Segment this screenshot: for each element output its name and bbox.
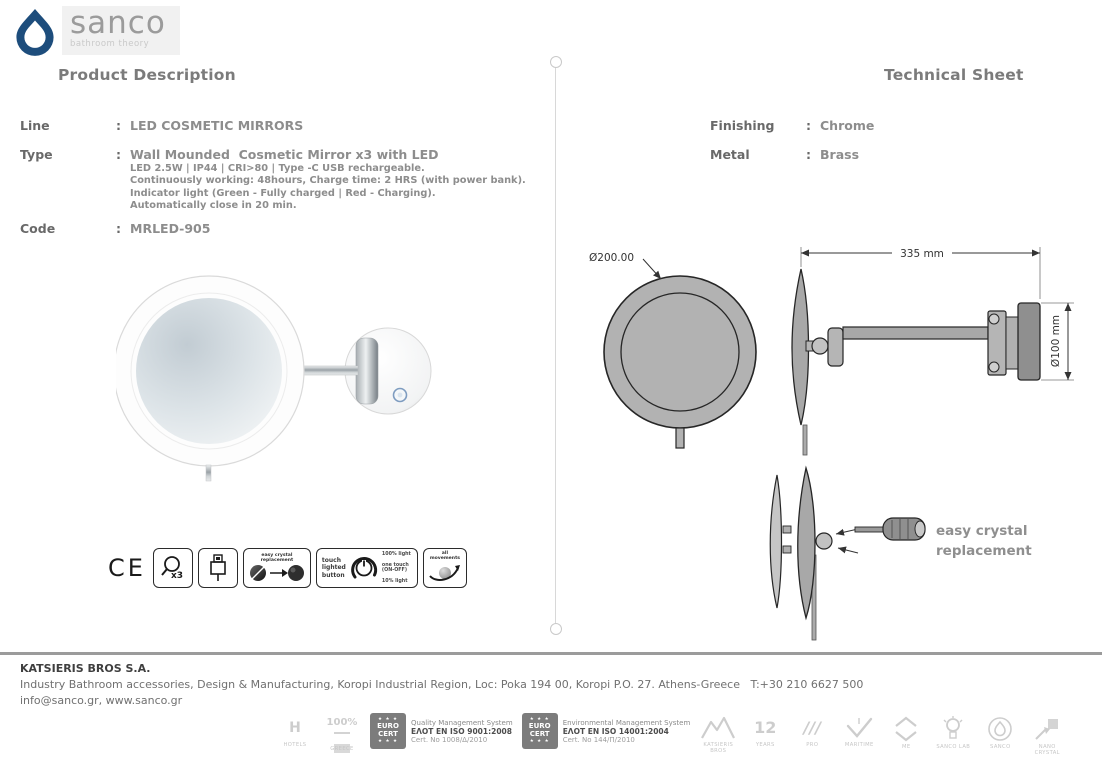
replacement-ball-joint: [816, 533, 832, 549]
greece-100-icon: 100% GREECE: [326, 717, 358, 752]
colon: :: [116, 147, 121, 162]
side-wall-plate: [1018, 303, 1040, 380]
touch-levels: [382, 552, 412, 584]
brand-logo: [12, 6, 180, 58]
colon: :: [116, 118, 121, 133]
photo-mirror: [116, 276, 304, 481]
footer-cert-icons-row: [276, 712, 1096, 756]
code-field: [20, 221, 210, 236]
feature-badges-row: [108, 547, 467, 589]
product-photo: [116, 268, 456, 483]
side-view-drawing: [782, 233, 1102, 468]
depth-dim: 335 mm: [900, 248, 944, 260]
type-label: Type: [20, 147, 53, 162]
touch-button-label: touch lighted button: [321, 556, 346, 579]
brand-tagline: bathroom theory: [70, 39, 150, 49]
divider-top-dot: [550, 56, 562, 68]
iso9001-cert: [370, 712, 513, 750]
hotels-icon: H HOTELS: [276, 712, 314, 748]
front-diameter-dim: Ø200.00: [589, 252, 635, 264]
magnifier-x3-icon: [158, 554, 188, 582]
eurocert-badge-icon: ★ ★ ★ EURO CERT ★ ★ ★: [522, 713, 558, 749]
touch-mid-label: one touch (ON-OFF): [381, 562, 409, 573]
photo-handle: [206, 465, 211, 481]
usb-plug-icon: [204, 553, 232, 583]
code-label: Code: [20, 221, 56, 236]
side-arm: [843, 327, 988, 339]
brand-text: [62, 6, 180, 55]
type-field: [20, 147, 439, 162]
iso14001-text: Environmental Management System ΕΛΟΤ EN ISO 14001:2004 Cert. No 144/Π/2010: [562, 718, 691, 744]
eurocert-badge-icon: ★ ★ ★ EURO CERT ★ ★ ★: [370, 713, 406, 749]
magnification-badge: [153, 548, 193, 588]
touch-low-label: 10% light: [381, 578, 408, 584]
line-field: [20, 118, 303, 133]
touch-dial-icon: [348, 552, 380, 584]
sanco-lab-bulb-icon: SANCO LAB: [934, 712, 972, 750]
photo-arm: [296, 366, 358, 375]
replacement-note: easy crystal replacement: [936, 523, 1032, 559]
katsieris-mountains-icon: KATSIERIS BROS: [699, 712, 737, 754]
colon: :: [806, 118, 811, 133]
metal-field: [710, 147, 859, 162]
type-details: [130, 163, 526, 212]
type-detail-line: Continuously working: 48hours, Charge time: 2 HRS (with power bank).: [130, 175, 526, 187]
plate-diameter-dim: Ø100 mm: [1050, 314, 1062, 368]
product-description-heading: Product Description: [58, 66, 236, 84]
maritime-check-icon: MARITIME: [840, 712, 878, 748]
front-view-drawing: [585, 237, 795, 467]
replacement-drawing: [762, 460, 942, 645]
metal-label: Metal: [710, 147, 750, 162]
nano-crystal-icon: NANO CRYSTAL: [1028, 712, 1066, 756]
footer-contacts: info@sanco.gr, www.sanco.gr: [20, 694, 183, 707]
all-movements-label: all movements: [429, 550, 460, 561]
iso14001-cert: [522, 712, 691, 750]
sanco-drop-seal-icon: SANCO: [981, 712, 1019, 750]
me-chevrons-icon: ME: [887, 712, 925, 750]
finishing-value: Chrome: [820, 118, 875, 133]
brand-name: sanco: [70, 5, 166, 41]
sanco-drop-icon: [12, 6, 58, 58]
type-detail-line: Automatically close in 20 min.: [130, 199, 297, 211]
center-divider: [555, 66, 556, 624]
touch-high-label: 100% light: [381, 552, 411, 557]
front-handle: [676, 428, 684, 448]
iso9001-text: Quality Management System ΕΛΟΤ EN ISO 9001:2008 Cert. No 1008/Δ/2010: [411, 718, 513, 744]
line-value: LED COSMETIC MIRRORS: [130, 118, 304, 133]
colon: :: [116, 221, 121, 236]
technical-sheet-heading: Technical Sheet: [884, 66, 1024, 84]
side-ball-joint: [812, 338, 828, 354]
crystal-replacement-icon: [248, 563, 306, 583]
touch-button-badge: [316, 548, 418, 588]
hotels-glyph: H: [289, 720, 301, 736]
product-fields: [20, 118, 540, 248]
colon: :: [806, 147, 811, 162]
footer-address: Industry Bathroom accessories, Design & Manufacturing, Koropi Industrial Region, Loc: Poka 194 00, Koropi P.O. 27. Athens-Greece T:+30 210 6627 500: [20, 678, 864, 691]
screwdriver-icon: [855, 518, 925, 540]
type-value: Wall Mounded Cosmetic Mirror x3 with LED: [130, 147, 439, 162]
type-detail-line: LED 2.5W | IP44 | CRI>80 | Type -C USB rechargeable.: [130, 163, 425, 174]
easy-crystal-label: easy crystal replacement: [260, 552, 294, 563]
footer-rule: [0, 652, 1102, 655]
all-movements-badge: [423, 548, 467, 588]
ce-mark: CE: [108, 554, 146, 582]
easy-crystal-badge: [243, 548, 311, 588]
type-detail-line: Indicator light (Green - Fully charged | Red - Charging).: [130, 187, 436, 199]
line-label: Line: [20, 118, 50, 133]
pro-stripes-icon: /// PRO: [803, 718, 822, 748]
finishing-label: Finishing: [710, 118, 775, 133]
code-value: MRLED-905: [130, 221, 211, 236]
movements-swoosh-icon: [427, 561, 463, 585]
years-12-icon: 12 YEARS: [754, 718, 777, 748]
crystal-piece: [770, 475, 781, 608]
magnification-text: x3: [170, 571, 183, 581]
metal-value: Brass: [820, 147, 860, 162]
footer-company: KATSIERIS BROS S.A.: [20, 662, 151, 675]
finishing-field: [710, 118, 874, 133]
usb-rechargeable-badge: [198, 548, 238, 588]
divider-bottom-dot: [550, 623, 562, 635]
side-handle: [803, 425, 807, 455]
